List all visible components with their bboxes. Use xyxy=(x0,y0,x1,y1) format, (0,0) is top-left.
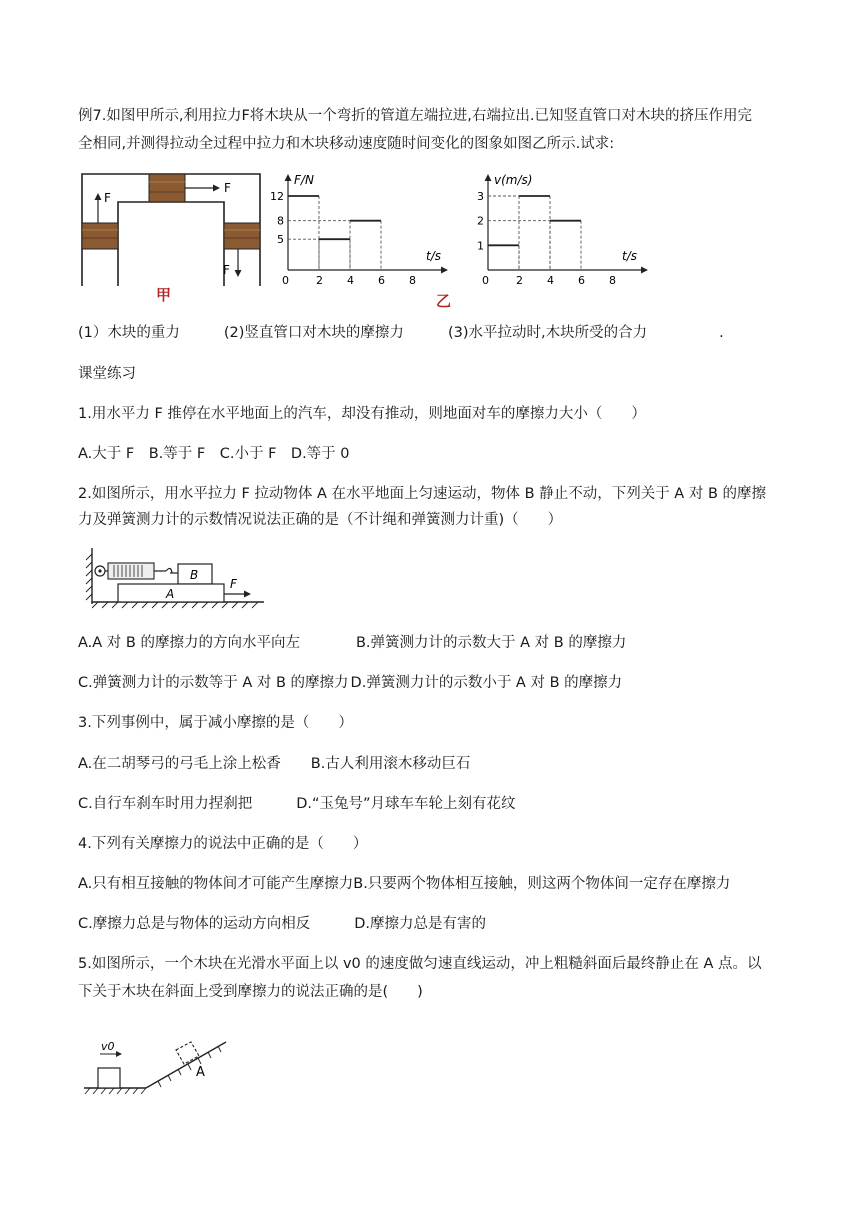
q2-options-row-2 xyxy=(78,673,622,693)
example-line-1: 例7.如图甲所示,利用拉力F将木块从一个弯折的管道左端拉进,右端拉出.已知竖直管口对木块的挤压作用完 xyxy=(78,108,752,124)
q2-label-a: A xyxy=(166,587,175,601)
chart-v-x-tick-0: 0 xyxy=(482,274,489,287)
q2-option-b: B.弹簧测力计的示数大于 A 对 B 的摩擦力 xyxy=(355,635,627,651)
chart-velocity-time xyxy=(466,168,656,308)
q4-option-c: C.摩擦力总是与物体的运动方向相反 xyxy=(78,916,311,932)
chart-f-xlabel: t/s xyxy=(426,249,441,263)
example-question-end: . xyxy=(719,325,724,341)
q3-options-row-2 xyxy=(78,794,516,814)
chart-v-xlabel: t/s xyxy=(622,249,637,263)
q2-stem-1: 2.如图所示，用水平拉力 F 拉动物体 A 在水平地面上匀速运动，物体 B 静止不动，下列关于 A 对 B 的摩擦 xyxy=(78,486,766,502)
chart-v-x-tick-1: 2 xyxy=(516,274,523,287)
q2-options-row-1 xyxy=(78,633,626,653)
q3-option-d: D.“玉兔号”月球车车轮上刻有花纹 xyxy=(296,796,516,812)
example-questions xyxy=(78,323,724,343)
q5-label-v0: v0 xyxy=(101,1040,115,1053)
example-question-1: (1）木块的重力 xyxy=(78,325,180,341)
q2-label-f: F xyxy=(230,577,237,591)
q3-option-c: C.自行车刹车时用力捏刹把 xyxy=(78,796,253,812)
q5-stem-2: 下关于木块在斜面上受到摩擦力的说法正确的是( ) xyxy=(78,984,423,1000)
q2-option-a: A.A 对 B 的摩擦力的方向水平向左 xyxy=(78,635,300,651)
chart-axes xyxy=(285,174,449,274)
chart-v-ylabel: v(m/s) xyxy=(494,173,533,187)
chart-f-y-tick-0: 5 xyxy=(277,233,284,247)
figure-jia-label: 甲 xyxy=(156,286,172,304)
chart-v-y-tick-1: 2 xyxy=(477,214,484,228)
q4-options-row-1 xyxy=(78,874,730,894)
practice-heading: 课堂练习 xyxy=(78,366,136,382)
q4-option-a: A.只有相互接触的物体间才可能产生摩擦力 xyxy=(78,876,354,892)
chart-v-x-tick-2: 4 xyxy=(547,274,554,287)
chart-f-x-tick-2: 4 xyxy=(347,274,354,287)
force-label-right: F xyxy=(223,263,230,277)
q3-option-b: B.古人利用滚木移动巨石 xyxy=(310,756,471,772)
chart-f-ylabel: F/N xyxy=(294,173,314,187)
chart-v-x-tick-3: 6 xyxy=(578,274,585,287)
chart-v-x-tick-4: 8 xyxy=(609,274,616,287)
chart-f-x-tick-4: 8 xyxy=(409,274,416,287)
example-line-2: 全相同,并测得拉动全过程中拉力和木块移动速度随时间变化的图象如图乙所示.试求: xyxy=(78,136,615,152)
chart-f-x-tick-0: 0 xyxy=(282,274,289,287)
q2-stem-2: 力及弹簧测力计的示数情况说法正确的是（不计绳和弹簧测力计重)（ ） xyxy=(78,512,563,528)
q4-option-b: B.只要两个物体相互接触，则这两个物体间一定存在摩擦力 xyxy=(353,876,731,892)
q5-label-a: A xyxy=(196,1065,205,1080)
q4-options-row-2 xyxy=(78,914,486,934)
q4-option-d: D.摩擦力总是有害的 xyxy=(354,916,487,932)
figure-jia-pipe xyxy=(76,168,266,308)
chart-v-y-tick-2: 3 xyxy=(477,190,484,203)
q2-option-d: D.弹簧测力计的示数小于 A 对 B 的摩擦力 xyxy=(350,675,623,691)
chart-f-y-tick-1: 8 xyxy=(277,214,284,228)
chart-force-time xyxy=(266,168,456,308)
q3-options-row-1 xyxy=(78,754,470,774)
chart-f-y-tick-2: 12 xyxy=(270,190,284,203)
figure-q5-incline xyxy=(80,1030,240,1102)
figure-q2-spring-scale xyxy=(84,544,268,614)
q2-option-c: C.弹簧测力计的示数等于 A 对 B 的摩擦力 xyxy=(78,675,349,691)
example-question-2: (2)竖直管口对木块的摩擦力 xyxy=(223,325,404,341)
chart-v-y-tick-0: 1 xyxy=(477,239,484,253)
chart-f-x-tick-3: 6 xyxy=(378,274,385,287)
figure-yi-label: 乙 xyxy=(436,292,452,310)
q3-stem: 3.下列事例中，属于减小摩擦的是（ ） xyxy=(78,715,353,731)
q1-stem: 1.用水平力 F 推停在水平地面上的汽车，却没有推动，则地面对车的摩擦力大小（ ） xyxy=(78,406,646,422)
q4-stem: 4.下列有关摩擦力的说法中正确的是（ ） xyxy=(78,836,368,852)
q5-stem-1: 5.如图所示，一个木块在光滑水平面上以 v0 的速度做匀速直线运动，冲上粗糙斜面后最终静止在 A 点。以 xyxy=(78,956,762,972)
example-question-3: (3)水平拉动时,木块所受的合力 xyxy=(447,325,648,341)
q1-options: A.大于 F B.等于 F C.小于 F D.等于 0 xyxy=(78,446,350,462)
q3-option-a: A.在二胡琴弓的弓毛上涂上松香 xyxy=(78,756,281,772)
q2-label-b: B xyxy=(190,568,199,582)
force-label-top: F xyxy=(224,181,231,195)
force-label-left: F xyxy=(104,191,111,205)
chart-f-x-tick-1: 2 xyxy=(316,274,323,287)
